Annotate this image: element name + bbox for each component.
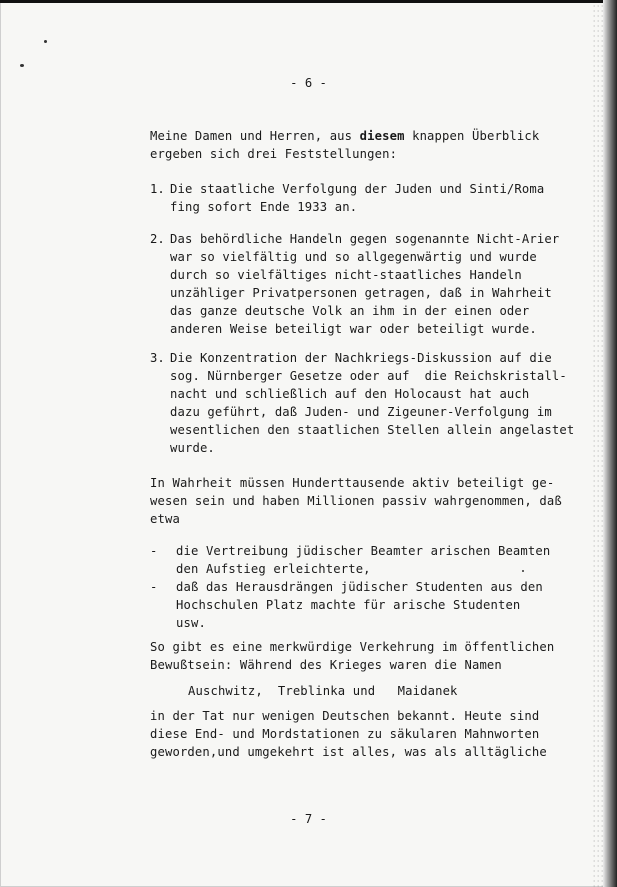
paragraph-line: In Wahrheit müssen Hunderttausende aktiv beteiligt ge- (150, 476, 555, 490)
bullet-line: Hochschulen Platz machte für arische Studenten (176, 598, 521, 612)
point-line: nacht und schließlich auf den Holocaust hat auch (170, 387, 530, 401)
intro-line-1 (150, 129, 539, 143)
page-number: - 6 - (290, 76, 327, 90)
bullet-dash: - (150, 544, 158, 558)
point-line: Die Konzentration der Nachkriegs-Diskussion auf die (170, 351, 552, 365)
scan-edge-top (0, 0, 617, 3)
paragraph-line: in der Tat nur wenigen Deutschen bekannt. Heute sind (150, 709, 540, 723)
intro-text-a: Meine Damen und Herren, aus (150, 129, 360, 143)
bullet-line: usw. (176, 616, 206, 630)
scan-noise-right (593, 0, 603, 887)
paragraph-line: So gibt es eine merkwürdige Verkehrung im öffentlichen (150, 640, 555, 654)
paragraph-line: geworden,und umgekehrt ist alles, was als alltägliche (150, 745, 547, 759)
point-line: anderen Weise beteiligt war oder beteiligt wurde. (170, 322, 537, 336)
paragraph-line: Bewußtsein: Während des Krieges waren die Namen (150, 658, 502, 672)
point-line: das ganze deutsche Volk an ihm in der einen oder (170, 304, 530, 318)
next-page-marker: - 7 - (290, 812, 327, 826)
point-line: durch so vielfältiges nicht-staatliches Handeln (170, 268, 522, 282)
scan-edge-right (603, 0, 617, 887)
scan-speck (522, 570, 524, 572)
intro-line-2: ergeben sich drei Feststellungen: (150, 147, 398, 161)
point-line: sog. Nürnberger Gesetze oder auf die Reichskristall- (170, 369, 567, 383)
scan-speck (44, 40, 47, 43)
point-line: wurde. (170, 441, 215, 455)
intro-text-c: knappen Überblick (404, 129, 540, 143)
paragraph-line: wesen sein und haben Millionen passiv wahrgenommen, daß (150, 494, 562, 508)
point-line: dazu geführt, daß Juden- und Zigeuner-Verfolgung im (170, 405, 552, 419)
bullet-line: den Aufstieg erleichterte, (176, 562, 371, 576)
bullet-line: die Vertreibung jüdischer Beamter arischen Beamten (176, 544, 551, 558)
bullet-line: daß das Herausdrängen jüdischer Studenten aus den (176, 580, 543, 594)
paragraph-line: diese End- und Mordstationen zu säkularen Mahnworten (150, 727, 540, 741)
paragraph-line: etwa (150, 512, 180, 526)
point-number: 2. (150, 232, 165, 246)
point-line: fing sofort Ende 1933 an. (170, 200, 358, 214)
point-number: 3. (150, 351, 165, 365)
point-line: Das behördliche Handeln gegen sogenannte Nicht-Arier (170, 232, 560, 246)
point-number: 1. (150, 182, 165, 196)
bullet-dash: - (150, 580, 158, 594)
point-line: wesentlichen den staatlichen Stellen allein angelastet (170, 423, 575, 437)
intro-text-b: diesem (359, 129, 405, 143)
point-line: war so vielfältig und so allgegenwärtig und wurde (170, 250, 537, 264)
point-line: Die staatliche Verfolgung der Juden und Sinti/Roma (170, 182, 545, 196)
camp-names: Auschwitz, Treblinka und Maidanek (188, 684, 458, 698)
point-line: unzähliger Privatpersonen getragen, daß in Wahrheit (170, 286, 552, 300)
scan-speck (20, 64, 24, 67)
